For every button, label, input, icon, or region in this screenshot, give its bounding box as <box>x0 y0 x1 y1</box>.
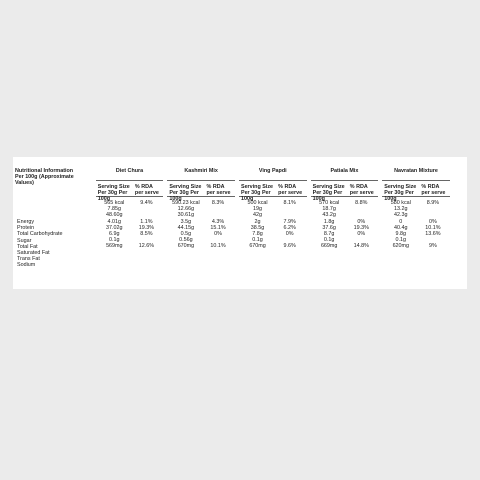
product-column <box>239 167 307 269</box>
serving-value: 12.66g <box>177 206 195 213</box>
serving-value: 13.2g <box>394 206 408 213</box>
serving-subheader <box>239 181 307 202</box>
rda-value: 0% <box>285 230 294 237</box>
value-spacer <box>239 250 307 252</box>
product-column <box>167 167 235 269</box>
serving-size-label: Serving Size Per 30g Per 100g <box>240 184 274 202</box>
serving-value: 8.7g <box>323 230 335 237</box>
value-spacer <box>311 250 379 252</box>
nutrient-label: Total Carbohydrate <box>17 231 63 238</box>
serving-value: 669mg <box>320 243 338 250</box>
rda-value: 8.5% <box>140 230 153 237</box>
product-name: Kashmiri Mix <box>167 167 235 181</box>
rda-value: 10.1% <box>210 243 226 250</box>
serving-subheader <box>311 181 379 202</box>
serving-size-label: Serving Size Per 30g Per 100g <box>384 184 417 202</box>
serving-value: 0.56g <box>179 237 193 244</box>
rda-value: 9% <box>429 243 437 250</box>
product-column <box>382 167 450 269</box>
serving-value: 0.5g <box>180 230 192 237</box>
rda-label: % RDA per serve <box>134 184 159 196</box>
serving-value: 42.3g <box>394 212 408 219</box>
rda-label: % RDA per serve <box>278 184 303 196</box>
serving-size-label: Serving Size Per 30g Per 100g <box>97 184 130 202</box>
rda-value: 19.3% <box>353 224 369 231</box>
product-name: Diet Chura <box>96 167 164 181</box>
serving-value: 3.5g <box>180 218 192 225</box>
serving-value: 670mg <box>249 243 266 250</box>
serving-value: 500 kcal <box>247 200 268 206</box>
serving-value: 37.02g <box>106 224 123 231</box>
serving-value: 19g <box>253 206 263 213</box>
value-row <box>382 243 450 249</box>
serving-value: 580 kcal <box>390 200 411 206</box>
rda-value: 19.3% <box>138 224 155 231</box>
serving-value: 7.85g <box>107 206 122 213</box>
rda-value: 7.9% <box>283 218 296 225</box>
rda-value: 8.1% <box>283 200 296 206</box>
nutrient-label: Protein <box>17 225 35 232</box>
nutrient-label: Sodium <box>17 262 36 269</box>
serving-subheader <box>167 181 235 202</box>
serving-value: 42g <box>253 212 263 219</box>
value-spacer <box>167 250 235 252</box>
rda-value: 0% <box>357 230 366 237</box>
nutrient-label: Saturated Fat <box>17 249 50 256</box>
serving-subheader <box>382 181 450 202</box>
nutrition-table <box>13 167 467 269</box>
nutrient-label: Sugar <box>17 237 32 244</box>
value-row <box>167 243 235 249</box>
value-row <box>96 243 164 249</box>
value-spacer <box>96 250 164 252</box>
info-subtitle: Per 100g (Approximate Values) <box>15 174 74 186</box>
serving-value: 37.6g <box>322 224 336 231</box>
nutrient-label: Energy <box>17 219 35 225</box>
serving-value: 620mg <box>392 243 410 250</box>
serving-value: 0.1g <box>395 237 407 244</box>
serving-value: 6.9g <box>109 230 120 237</box>
value-row <box>239 243 307 249</box>
product-name: Ving Papdi <box>239 167 307 181</box>
rda-value: 13.6% <box>425 230 441 237</box>
product-column <box>311 167 379 269</box>
serving-value: 48.60g <box>106 212 123 219</box>
rda-value: 10.1% <box>425 224 441 231</box>
serving-value: 1.8g <box>323 218 335 225</box>
serving-value: 0.1g <box>323 237 335 244</box>
rda-value: 8.8% <box>355 200 368 206</box>
rda-value: 1.1% <box>140 218 153 225</box>
nutrition-label-cell <box>13 167 90 269</box>
serving-subheader <box>96 181 164 202</box>
value-spacer <box>382 250 450 252</box>
serving-size-label: Serving Size Per 30g Per 100g <box>312 184 345 202</box>
serving-value: 0.1g <box>252 237 263 244</box>
nutrient-label: Total Fat <box>17 243 38 250</box>
serving-value: 40.4g <box>394 224 408 231</box>
serving-value: 670mg <box>177 243 195 250</box>
nutrition-panel <box>13 157 467 289</box>
serving-value: 7.8g <box>252 230 263 237</box>
serving-value: 0 <box>399 218 403 225</box>
serving-value: 0.1g <box>109 237 120 244</box>
serving-value: 2g <box>254 218 261 225</box>
rda-label: % RDA per serve <box>421 184 446 196</box>
rda-value: 4.3% <box>211 218 225 225</box>
serving-value: 565 kcal <box>104 200 125 206</box>
product-column <box>96 167 164 269</box>
rda-value: 9.4% <box>140 200 153 206</box>
serving-value: 9.8g <box>395 230 407 237</box>
rda-value: 12.6% <box>138 243 155 250</box>
serving-value: 4.01g <box>107 218 122 225</box>
label-spacer <box>15 186 90 219</box>
rda-value: 8.9% <box>426 200 440 206</box>
serving-value: 569mg <box>106 243 123 250</box>
rda-label: % RDA per serve <box>206 184 231 196</box>
serving-value: 570 kcal <box>319 200 340 206</box>
rda-value: 0% <box>429 218 437 225</box>
info-title: Nutritional Information <box>15 168 74 174</box>
rda-value: 6.2% <box>283 224 296 231</box>
rda-value: 0% <box>357 218 366 225</box>
nutrient-label: Trans Fat <box>17 256 40 263</box>
serving-size-label: Serving Size Per 30g Per 100g <box>169 184 202 202</box>
rda-value: 15.1% <box>210 224 226 231</box>
serving-value: 44.15g <box>177 224 195 231</box>
serving-value: 590.23 kcal <box>172 200 200 206</box>
rda-value: 0% <box>214 230 222 237</box>
serving-value: 38.5g <box>250 224 265 231</box>
product-name: Patiala Mix <box>311 167 379 181</box>
value-row <box>311 243 379 249</box>
rda-value: 9.6% <box>283 243 296 250</box>
serving-value: 18.7g <box>322 206 336 213</box>
product-name: Navratan Mixture <box>382 167 450 181</box>
rda-label: % RDA per serve <box>349 184 374 196</box>
serving-value: 30.61g <box>177 212 195 219</box>
rda-value: 14.8% <box>353 243 369 250</box>
serving-value: 43.2g <box>322 212 336 219</box>
rda-value: 8.3% <box>211 200 225 206</box>
